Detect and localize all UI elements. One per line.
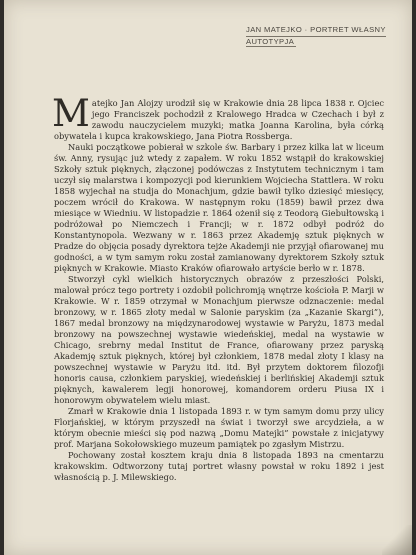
paragraph-1-text: atejko Jan Alojzy urodził się w Krakowie dnia 28 lipca 1838 r. Ojciec jego Franciszek pochodził z Kralowego Hradca w Czechach i był z zawodu nauczycielem muzyki; matka Joanna Karolina, była córką obywatela i kupca krakowskiego, Jana Piotra Rossberga. — [54, 98, 384, 141]
paragraph-4: Zmarł w Krakowie dnia 1 listopada 1893 r. w tym samym domu przy ulicy Florjańskiej, w którym przyszedł na świat i tworzył swe arcydzieła, a w którym obecnie mieści się pod nazwą „Domu Matejki” powstałe z inicjatywy prof. Marjana Sokołowskiego muzeum pamiątek po zgasłym Mistrzu. — [54, 406, 384, 449]
paragraph-3: Stworzył cykl wielkich historycznych obrazów z przeszłości Polski, malował prócz tego portrety i ozdobił polichromją wnętrze kościoła P. Marji w Krakowie. W r. 1859 otrzymał w Monachjum pierwsze odznaczenie: medal bronzowy, w r. 1865 złoty medal w Salonie paryskim (za „Kazanie Skargi”), 1867 medal bronzowy na międzynarodowej wystawie w Paryżu, 1873 medal bronzowy na powszechnej wystawie wiedeńskiej, medal na wystawie w Chicago, srebrny medal Institut de France, ofiarowany przez paryską Akademję sztuk pięknych, której był członkiem, 1878 medal złoty I klasy na powszechnej wystawie w Paryżu itd. itd. Był przytem doktorem filozofji honoris causa, członkiem paryskiej, wiedeńskiej i berlińskiej Akademji sztuk pięknych, kawalerem legji honorowej, komandorem orderu Piusa IX i honorowym obywatelem wielu miast. — [54, 274, 384, 405]
header-title: JAN MATEJKO · PORTRET WŁASNY — [246, 25, 386, 37]
drop-cap: M — [52, 92, 90, 135]
paragraph-1 — [52, 92, 384, 142]
paragraph-5: Pochowany został kosztem kraju dnia 8 listopada 1893 na cmentarzu krakowskim. Odtworzony tutaj portret własny powstał w roku 1892 i jest własnością p. J. Milewskiego. — [54, 450, 384, 482]
header-subtitle: AUTOTYPJA — [246, 36, 295, 46]
paragraph-2: Nauki początkowe pobierał w szkole św. Barbary i przez kilka lat w liceum św. Anny, rysując już wtedy z zapałem. W roku 1852 wstąpił do krakowskiej Szkoły sztuk pięknych, złączonej podówczas z Instytutem technicznym i tam uczył się malarstwa i kompozycji pod kierunkiem Wojciecha Stattlera. W roku 1858 wyjechał na studja do Monachjum, gdzie bawił tylko dziesięć miesięcy, poczem wrócił do Krakowa. W następnym roku (1859) bawił przez dwa miesiące w Wiedniu. W listopadzie r. 1864 ożenił się z Teodorą Giebułtowską i podróżował po Niemczech i Francji; w r. 1872 odbył podróż do Konstantynopola. Wezwany w r. 1863 przez Akademję sztuk pięknych w Pradze do objęcia posady dyrektora tejże Akademji nie przyjął ofiarowanej mu godności, a w tym samym roku został zamianowany dyrektorem Szkoły sztuk pięknych w Krakowie. Miasto Kraków ofiarowało artyście berło w r. 1878. — [54, 142, 384, 273]
page-header — [246, 25, 386, 47]
biography-text — [52, 92, 384, 483]
book-page — [4, 0, 412, 555]
page-corner-shadow — [382, 525, 412, 555]
